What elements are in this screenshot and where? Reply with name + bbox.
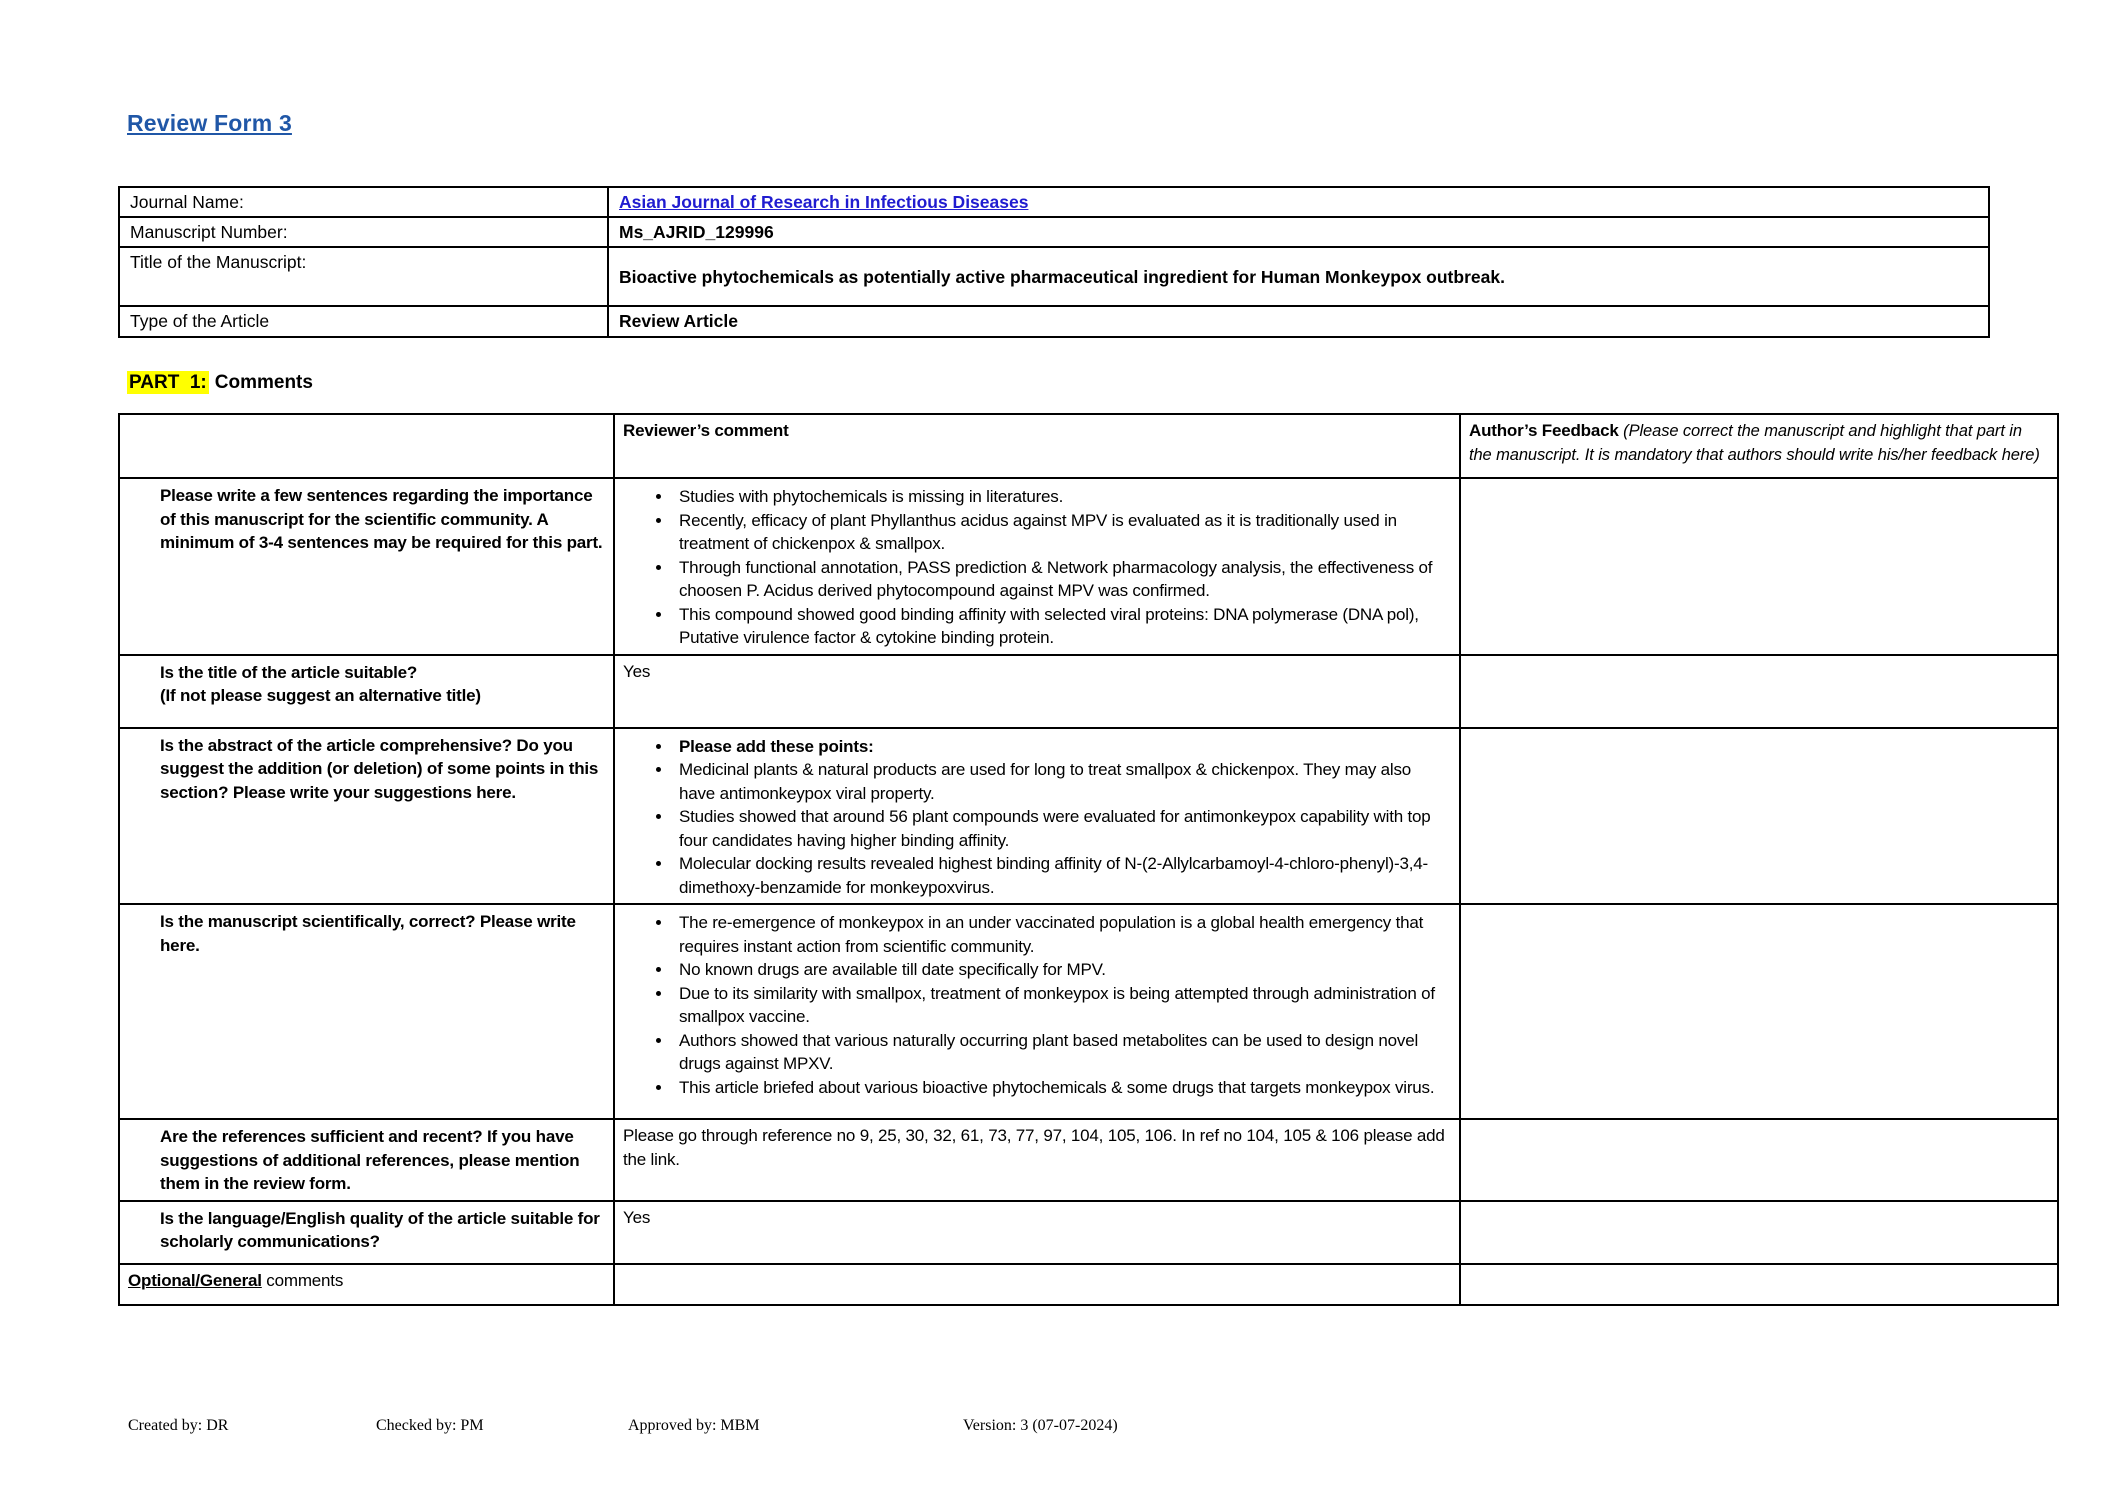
list-item: • Recently, efficacy of plant Phyllanthus acidus against MPV is evaluated as it is traditionally used in treatment of chickenpox & smallpox. [673, 509, 1441, 556]
list-item: • No known drugs are available till date specifically for MPV. [673, 958, 1441, 982]
author-feedback-header [1460, 414, 2058, 478]
bullet-list [623, 735, 1451, 900]
list-item: • Authors showed that various naturally occurring plant based metabolites can be used to design novel drugs against MPXV. [673, 1029, 1441, 1076]
reviewer-comment-language: Yes [614, 1201, 1460, 1264]
article-type-value: Review Article [608, 306, 1989, 337]
list-item: • Medicinal plants & natural products are used for long to treat smallpox & chickenpox. They may also have antimonkeypox viral property. [673, 758, 1441, 805]
question-scientific: Is the manuscript scientifically, correct? Please write here. [119, 904, 614, 1119]
page-title: Review Form 3 [127, 110, 292, 136]
author-feedback-cell [1460, 1119, 2058, 1201]
question-line: (If not please suggest an alternative title) [160, 686, 481, 705]
reviewer-comment-scientific [614, 904, 1460, 1119]
footer-approved-by: Approved by: MBM [628, 1417, 760, 1434]
reviewer-comment-optional [614, 1264, 1460, 1305]
question-importance: Please write a few sentences regarding the importance of this manuscript for the scientific community. A minimum of 3-4 sentences may be required for this part. [119, 478, 614, 655]
journal-name-label: Journal Name: [119, 187, 608, 217]
reviewer-comment-references: Please go through reference no 9, 25, 30, 32, 61, 73, 77, 97, 104, 105, 106. In ref no 104, 105 & 106 please add the link. [614, 1119, 1460, 1201]
list-item: • Molecular docking results revealed highest binding affinity of N-(2-Allylcarbamoyl-4-chloro-phenyl)-3,4-dimethoxy-benzamide for monkeypoxvirus. [673, 852, 1441, 899]
table-row-title-suitable [119, 655, 2058, 728]
author-feedback-cell [1460, 904, 2058, 1119]
part1-title: Comments [214, 372, 313, 393]
author-feedback-header-note: (Please correct the manuscript and highlight that part in the manuscript. It is mandatory that authors should write his/her feedback here) [1469, 422, 2040, 464]
table-row [119, 306, 1989, 337]
table-row [119, 247, 1989, 306]
table-row-scientific [119, 904, 2058, 1119]
footer-version: Version: 3 (07-07-2024) [963, 1417, 1118, 1434]
author-feedback-cell [1460, 655, 2058, 728]
reviewer-comment-header: Reviewer’s comment [614, 414, 1460, 478]
optional-comments-label [119, 1264, 614, 1305]
manuscript-number-label: Manuscript Number: [119, 217, 608, 247]
table-row [119, 187, 1989, 217]
question-abstract: Is the abstract of the article comprehensive? Do you suggest the addition (or deletion) of some points in this section? Please write your suggestions here. [119, 728, 614, 905]
article-type-label: Type of the Article [119, 306, 608, 337]
manuscript-info-table [118, 186, 1990, 338]
list-item: • Please add these points: [673, 735, 1441, 759]
optional-label-rest: comments [261, 1270, 344, 1290]
list-item: • Through functional annotation, PASS prediction & Network pharmacology analysis, the effectiveness of choosen P. Acidus derived phytocompound against MPV was confirmed. [673, 556, 1441, 603]
author-feedback-cell [1460, 1201, 2058, 1264]
list-item: • Due to its similarity with smallpox, treatment of monkeypox is being attempted through administration of smallpox vaccine. [673, 982, 1441, 1029]
header-empty-cell [119, 414, 614, 478]
list-item: • Studies with phytochemicals is missing in literatures. [673, 485, 1441, 509]
part1-label-highlight: PART 1: [129, 372, 207, 393]
journal-name-value [608, 187, 1989, 217]
table-row-optional [119, 1264, 2058, 1305]
list-item: • Studies showed that around 56 plant compounds were evaluated for antimonkeypox capability with top four candidates having higher binding affinity. [673, 805, 1441, 852]
reviewer-comment-title-suitable: Yes [614, 655, 1460, 728]
table-row-references [119, 1119, 2058, 1201]
part1-heading [127, 372, 313, 394]
question-title-suitable [119, 655, 614, 728]
bullet-list [623, 911, 1451, 1099]
table-row-language [119, 1201, 2058, 1264]
list-item: • The re-emergence of monkeypox in an under vaccinated population is a global health emergency that requires instant action from scientific community. [673, 911, 1441, 958]
manuscript-number-value: Ms_AJRID_129996 [608, 217, 1989, 247]
author-feedback-header-bold: Author’s Feedback [1469, 421, 1624, 440]
manuscript-title-value: Bioactive phytochemicals as potentially active pharmaceutical ingredient for Human Monkeypox outbreak. [608, 247, 1989, 306]
bullet-list [623, 485, 1451, 650]
table-row-abstract [119, 728, 2058, 905]
author-feedback-cell [1460, 478, 2058, 655]
optional-label-underlined: Optional/General [128, 1270, 262, 1290]
author-feedback-cell [1460, 728, 2058, 905]
reviewer-comment-importance [614, 478, 1460, 655]
question-references: Are the references sufficient and recent? If you have suggestions of additional references, please mention them in the review form. [119, 1119, 614, 1201]
table-row [119, 217, 1989, 247]
author-feedback-cell [1460, 1264, 2058, 1305]
footer-checked-by: Checked by: PM [376, 1417, 484, 1434]
manuscript-title-label: Title of the Manuscript: [119, 247, 608, 306]
comments-table [118, 413, 2059, 1306]
question-language: Is the language/English quality of the article suitable for scholarly communications? [119, 1201, 614, 1264]
list-item: • This article briefed about various bioactive phytochemicals & some drugs that targets monkeypox virus. [673, 1076, 1441, 1100]
table-header-row [119, 414, 2058, 478]
table-row-importance [119, 478, 2058, 655]
question-line: Is the title of the article suitable? [160, 662, 418, 682]
reviewer-comment-abstract [614, 728, 1460, 905]
list-item: • This compound showed good binding affinity with selected viral proteins: DNA polymerase (DNA pol), Putative virulence factor & cytokine binding protein. [673, 603, 1441, 650]
journal-link[interactable]: Asian Journal of Research in Infectious Diseases [619, 192, 1029, 212]
footer-created-by: Created by: DR [128, 1417, 229, 1434]
